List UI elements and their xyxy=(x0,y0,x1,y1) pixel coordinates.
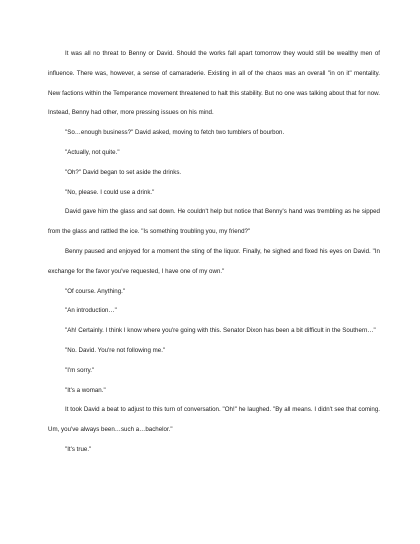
paragraph: David gave him the glass and sat down. He couldn't help but notice that Benny's hand was trembling as he sipped from the glass and rattled the ice. "Is something troubling you, my friend?" xyxy=(48,208,380,236)
paragraph: It was all no threat to Benny or David. Should the works fall apart tomorrow they would still be wealthy men of influence. There was, however, a sense of camaraderie. Existing in all of the chaos was an overall "in on it" mentality. New factions within the Temperance movement threatened to halt this stability. But no one was talking about that for now. Instead, Benny had other, more pressing issues on his mind. xyxy=(48,50,380,117)
paragraph: It took David a beat to adjust to this turn of conversation. "Oh!" he laughed. "By all means. I didn't see that coming. Um, you've always been…such a…bachelor." xyxy=(48,406,380,434)
paragraph: "No, please. I could use a drink." xyxy=(65,188,155,196)
paragraph: "It's a woman." xyxy=(65,386,106,394)
paragraph: Benny paused and enjoyed for a moment the sting of the liquor. Finally, he sighed and fixed his eyes on David. "In exchange for the favor you've requested, I have one of my own." xyxy=(48,247,380,275)
paragraph: "An introduction…" xyxy=(65,307,117,315)
paragraph: "I'm sorry." xyxy=(65,366,95,374)
paragraph: "Oh?" David began to set aside the drinks. xyxy=(65,168,182,176)
paragraph: "So…enough business?" David asked, moving to fetch two tumblers of bourbon. xyxy=(65,129,285,137)
paragraph: "It's true." xyxy=(65,445,92,453)
paragraph: "Ah! Certainly. I think I know where you're going with this. Senator Dixon has been a bit difficult in the Southern…" xyxy=(65,327,376,335)
paragraph: "Of course. Anything." xyxy=(65,287,126,295)
paragraph: "Actually, not quite." xyxy=(65,148,120,156)
body-text xyxy=(48,44,380,460)
paragraph: "No. David. You're not following me." xyxy=(65,346,166,354)
